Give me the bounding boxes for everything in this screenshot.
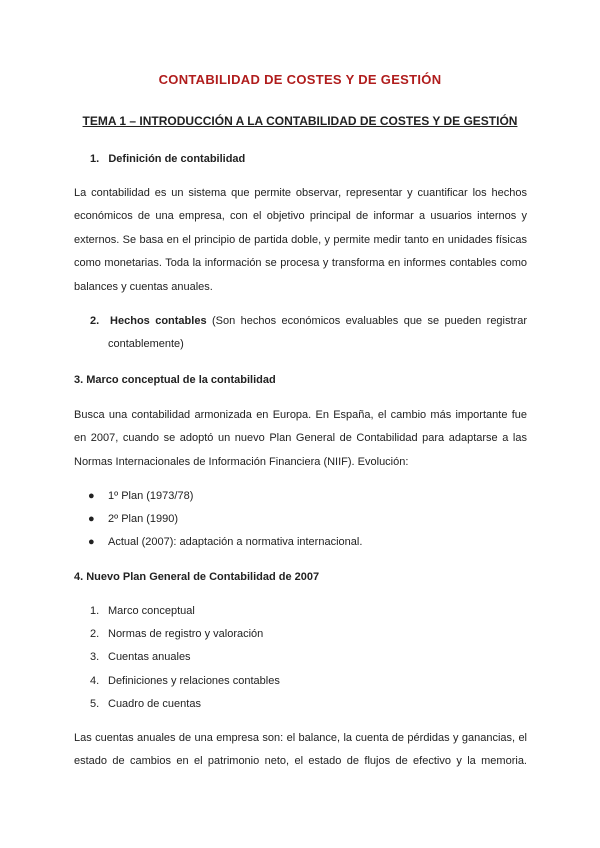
list-item: 1. Marco conceptual — [90, 605, 195, 617]
evolution-list — [74, 485, 527, 555]
section-3-heading: 3. Marco conceptual de la contabilidad — [74, 374, 276, 386]
list-item-text: Cuentas anuales — [108, 651, 191, 664]
section-1-heading — [90, 153, 543, 165]
list-item-text: Definiciones y relaciones contables — [108, 674, 280, 687]
section-2-text: (Son hechos económicos evaluables que se pueden registrar contablemente) — [108, 315, 527, 351]
list-item-text: Marco conceptual — [108, 605, 195, 617]
section-3-paragraph: Busca una contabilidad armonizada en Europa. En España, el cambio más importante fue en 2007, cuando se adoptó un nuevo Plan General de Contabilidad para adaptarse a las Normas Internacionales de Información Financiera (NIIF). Evolución: — [74, 409, 527, 468]
list-item: 2. Normas de registro y valoración — [90, 628, 264, 641]
section-2 — [90, 310, 527, 357]
section-1-number: 1. — [90, 153, 100, 165]
list-item-text: Normas de registro y valoración — [108, 628, 264, 641]
section-2-number: 2. — [90, 315, 100, 327]
list-item: ● 2º Plan (1990) — [88, 513, 179, 526]
list-item-text: Actual (2007): adaptación a normativa internacional. — [108, 536, 363, 549]
list-item: ● 1º Plan (1973/78) — [88, 490, 194, 502]
document-title: CONTABILIDAD DE COSTES Y DE GESTIÓN — [158, 72, 442, 87]
topic-heading: TEMA 1 – INTRODUCCIÓN A LA CONTABILIDAD DE COSTES Y DE GESTIÓN — [82, 114, 518, 128]
list-item-text: 2º Plan (1990) — [108, 513, 179, 526]
section-4-paragraph: Las cuentas anuales de una empresa son: el balance, la cuenta de pérdidas y ganancias, el estado de cambios en el patrimonio neto, el estado de flujos de efectivo y la memoria. — [74, 732, 527, 768]
list-item: 4. Definiciones y relaciones contables — [90, 674, 280, 687]
list-item: 5. Cuadro de cuentas — [90, 697, 201, 710]
list-item: 3. Cuentas anuales — [90, 651, 191, 664]
plan-parts-list — [74, 600, 527, 716]
section-4-heading: 4. Nuevo Plan General de Contabilidad de 2007 — [74, 571, 320, 583]
section-1-paragraph: La contabilidad es un sistema que permite observar, representar y cuantificar los hechos económicos de una empresa, con el objetivo principal de informar a usuarios internos y externos. Se basa en el principio de partida doble, y permite medir tanto en unidades físicas como monetarias. Toda la información se procesa y transforma en informes contables como balances y cuentas anuales. — [74, 187, 527, 293]
list-item: ● Actual (2007): adaptación a normativa internacional. — [88, 536, 363, 549]
section-2-heading: Hechos contables — [110, 315, 207, 327]
section-1-title: Definición de contabilidad — [108, 153, 246, 165]
list-item-text: Cuadro de cuentas — [108, 697, 201, 710]
list-item-text: 1º Plan (1973/78) — [108, 490, 194, 502]
